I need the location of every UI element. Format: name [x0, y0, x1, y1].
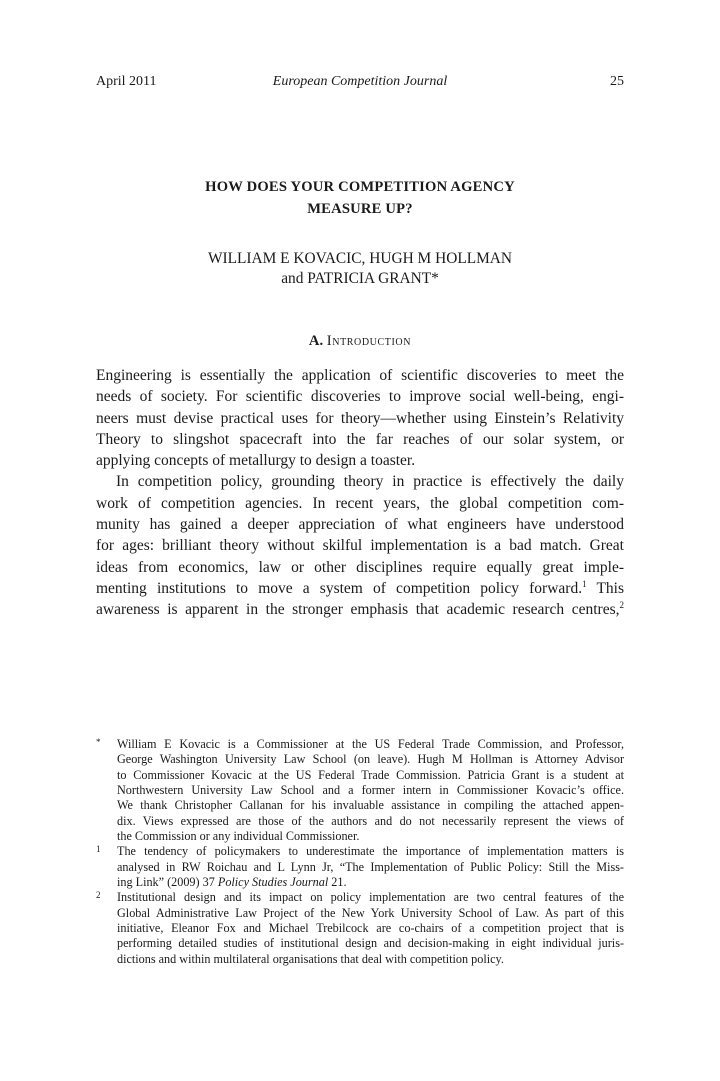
- body-line: munity has gained a deeper appreciation of what engineers have understood: [96, 516, 624, 534]
- body-line: [96, 599, 624, 620]
- footnote-line: George Washington University Law School (on leave). Hugh M Hollman is Attorney Advisor: [117, 752, 624, 767]
- page-number: 25: [610, 74, 624, 89]
- section-title: Introduction: [326, 333, 412, 349]
- footnote-mark: 1: [96, 844, 101, 855]
- body-line: ideas from economics, law or other disciplines require equally great imple-: [96, 558, 624, 576]
- footnote-text: 21.: [328, 875, 347, 890]
- footnote-line: [117, 875, 624, 890]
- issue-date: April 2011: [96, 74, 157, 89]
- footnote-ref-1[interactable]: 1: [582, 578, 587, 589]
- body-line: applying concepts of metallurgy to design a toaster.: [96, 452, 416, 470]
- body-line: Theory to slingshot spacecraft into the far reaches of our solar system, or: [96, 430, 624, 448]
- footnote-mark: *: [96, 737, 101, 747]
- footnotes: [96, 737, 624, 967]
- section-heading: [96, 332, 624, 350]
- body-line: work of competition agencies. In recent years, the global competition com-: [96, 494, 624, 512]
- body-line: Engineering is essentially the application of scientific discoveries to meet the: [96, 367, 624, 384]
- paragraph-2: [96, 471, 624, 620]
- footnote-line: dictions and within multilateral organisations that deal with competition policy.: [117, 951, 504, 966]
- footnote-line: Institutional design and its impact on policy implementation are two central features of the: [117, 890, 624, 905]
- article-title: [96, 176, 624, 220]
- title-line-1: HOW DOES YOUR COMPETITION AGENCY: [205, 179, 515, 195]
- footnote-line: analysed in RW Roichau and L Lynn Jr, “The Implementation of Public Policy: Still the Miss-: [117, 859, 624, 874]
- footnote-line: William E Kovacic is a Commissioner at the US Federal Trade Commission, and Professor,: [117, 737, 624, 751]
- footnote-line: dix. Views expressed are those of the authors and do not necessarily represent the views of: [117, 813, 624, 828]
- body-line: for ages: brilliant theory without skilful implementation is a bad match. Great: [96, 537, 624, 555]
- authors-line-1: WILLIAM E KOVACIC, HUGH M HOLLMAN: [207, 250, 513, 267]
- cited-journal: Policy Studies Journal: [217, 875, 329, 890]
- footnote-line: The tendency of policymakers to underestimate the importance of implementation matters is: [117, 844, 624, 859]
- body-line-text: menting institutions to move a system of competition policy forward.: [96, 579, 583, 597]
- footnote-mark: 2: [96, 890, 101, 901]
- running-head: [96, 73, 624, 91]
- journal-name: European Competition Journal: [272, 74, 448, 89]
- title-line-2: MEASURE UP?: [307, 201, 413, 217]
- footnote-2: [96, 890, 624, 967]
- body-line-text: This: [586, 579, 624, 597]
- authors-line-2: and PATRICIA GRANT*: [281, 270, 439, 287]
- footnote-line: initiative, Eleanor Fox and Michael Trebilcock are co-chairs of a competition project that is: [117, 921, 624, 936]
- body-line: needs of society. For scientific discoveries to improve social well-being, engi-: [96, 388, 624, 406]
- footnote-line: Northwestern University Law School and a former intern in Commissioner Kovacic’s office.: [117, 783, 624, 798]
- footnote-line: the Commission or any individual Commissioner.: [117, 829, 360, 844]
- body-line: neers must devise practical uses for theory—whether using Einstein’s Relativity: [96, 409, 624, 427]
- footnote-1: [96, 844, 624, 890]
- author-list: [96, 249, 624, 289]
- paragraph-1: [96, 365, 624, 471]
- body-line: In competition policy, grounding theory in practice is effectively the daily: [116, 473, 624, 491]
- footnote-line: to Commissioner Kovacic at the US Federal Trade Commission. Patricia Grant is a student at: [117, 767, 624, 782]
- footnote-author: [96, 737, 624, 844]
- footnote-line: We thank Christopher Callanan for his invaluable assistance in compiling the attached appen-: [117, 798, 624, 813]
- footnote-text: ing Link” (2009) 37: [117, 875, 218, 890]
- section-label: A.: [308, 333, 324, 349]
- footnote-line: Global Administrative Law Project of the New York University School of Law. As part of this: [117, 905, 624, 920]
- body-text: [96, 365, 624, 621]
- footnote-line: performing detailed studies of institutional design and decision-making in eight individual juris-: [117, 936, 624, 951]
- body-line: [96, 578, 624, 599]
- body-line-text: awareness is apparent in the stronger emphasis that academic research centres,: [96, 601, 620, 619]
- footnote-ref-2[interactable]: 2: [619, 600, 624, 611]
